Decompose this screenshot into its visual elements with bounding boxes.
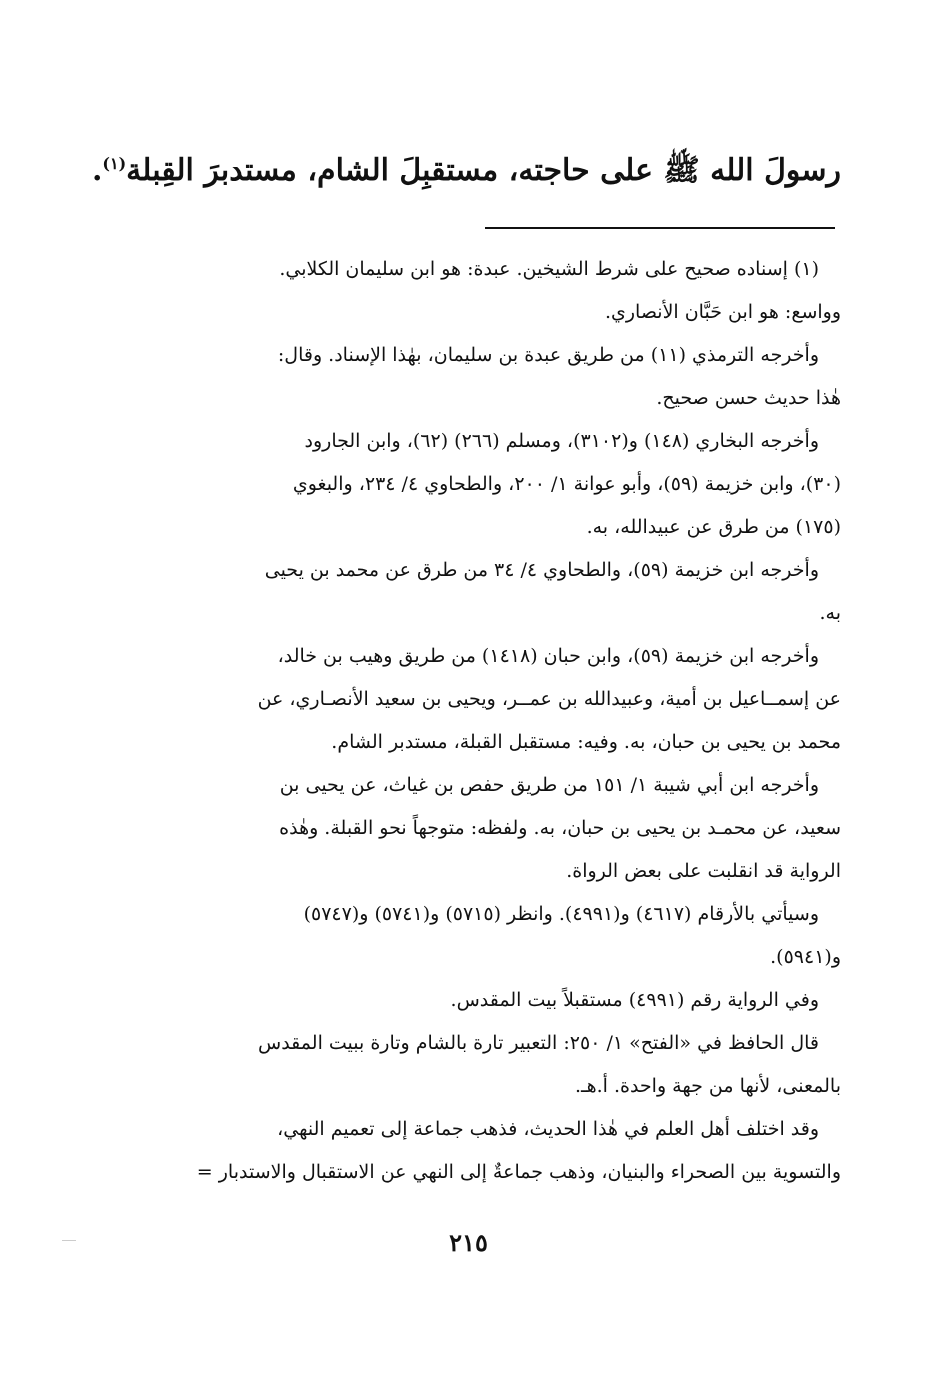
- footnote-line: وأخرجه الترمذي (١١) من طريق عبدة بن سليمان، بهٰذا الإسناد. وقال:: [277, 344, 819, 366]
- page-number: ٢١٥: [449, 1228, 488, 1257]
- footnote-line: وقد اختلف أهل العلم في هٰذا الحديث، فذهب جماعة إلى تعميم النهي،: [277, 1118, 819, 1140]
- footnote-line: (١) إسناده صحيح على شرط الشيخين. عبدة: هو ابن سليمان الكلابي.: [279, 258, 819, 280]
- footnote-line: (١٧٥) من طرق عن عبيدالله، به.: [586, 516, 841, 538]
- footnote-line: و(٥٩٤١).: [770, 946, 841, 968]
- footnote-line: وأخرجه ابن خزيمة (٥٩)، وابن حبان (١٤١٨) من طريق وهيب بن خالد،: [277, 645, 819, 667]
- footnote-line: وواسع: هو ابن حَبَّان الأنصاري.: [604, 301, 841, 323]
- main-text-end: .: [91, 153, 103, 188]
- footnote-line: قال الحافظ في «الفتح» ١/ ٢٥٠: التعبير تارة بالشام وتارة ببيت المقدس: [258, 1032, 819, 1054]
- footnote-line: (٣٠)، وابن خزيمة (٥٩)، وأبو عوانة ١/ ٢٠٠، والطحاوي ٤/ ٢٣٤، والبغوي: [292, 473, 841, 495]
- footnote-line: به.: [819, 602, 841, 624]
- footnote-line: وأخرجه ابن أبي شيبة ١/ ١٥١ من طريق حفص بن غياث، عن يحيى بن: [279, 774, 819, 796]
- main-text-line: [81, 138, 841, 197]
- main-text-body: رسولَ الله ﷺ على حاجته، مستقبِلَ الشام، مستدبرَ القِبلة: [126, 153, 841, 188]
- footnote-line: سعيد، عن محمـد بن يحيى بن حبان، به. ولفظه: متوجهاً نحو القبلة. وهٰذه: [279, 817, 841, 839]
- footnote-line: الرواية قد انقلبت على بعض الرواة.: [566, 860, 841, 882]
- footnote-reference: (١): [102, 154, 127, 173]
- margin-mark: [62, 1240, 76, 1241]
- footnote-line: وأخرجه البخاري (١٤٨) و(٣١٠٢)، ومسلم (٢٦٦) (٦٢)، وابن الجارود: [304, 430, 819, 452]
- footnote-line: وسيأتي بالأرقام (٤٦١٧) و(٤٩٩١). وانظر (٥٧١٥) و(٥٧٤١) و(٥٧٤٧): [303, 903, 819, 925]
- footnote-line: بالمعنى، لأنها من جهة واحدة. أ.هـ.: [574, 1075, 841, 1097]
- footnote-line: عن إسمــاعيل بن أمية، وعبيدالله بن عمــر، ويحيى بن سعيد الأنصـاري، عن: [257, 688, 841, 710]
- footnote-line: هٰذا حديث حسن صحيح.: [656, 387, 841, 409]
- footnotes: [138, 248, 841, 1194]
- footnote-line: محمد بن يحيى بن حبان، به. وفيه: مستقبل القبلة، مستدبر الشام.: [331, 731, 841, 753]
- footnote-line: والتسوية بين الصحراء والبنيان، وذهب جماعةٌ إلى النهي عن الاستقبال والاستدبار =: [196, 1161, 841, 1183]
- footnote-separator: [485, 227, 835, 229]
- footnote-line: وأخرجه ابن خزيمة (٥٩)، والطحاوي ٤/ ٣٤ من طرق عن محمد بن يحيى: [264, 559, 819, 581]
- footnote-line: وفي الرواية رقم (٤٩٩١) مستقبلاً بيت المقدس.: [450, 989, 819, 1011]
